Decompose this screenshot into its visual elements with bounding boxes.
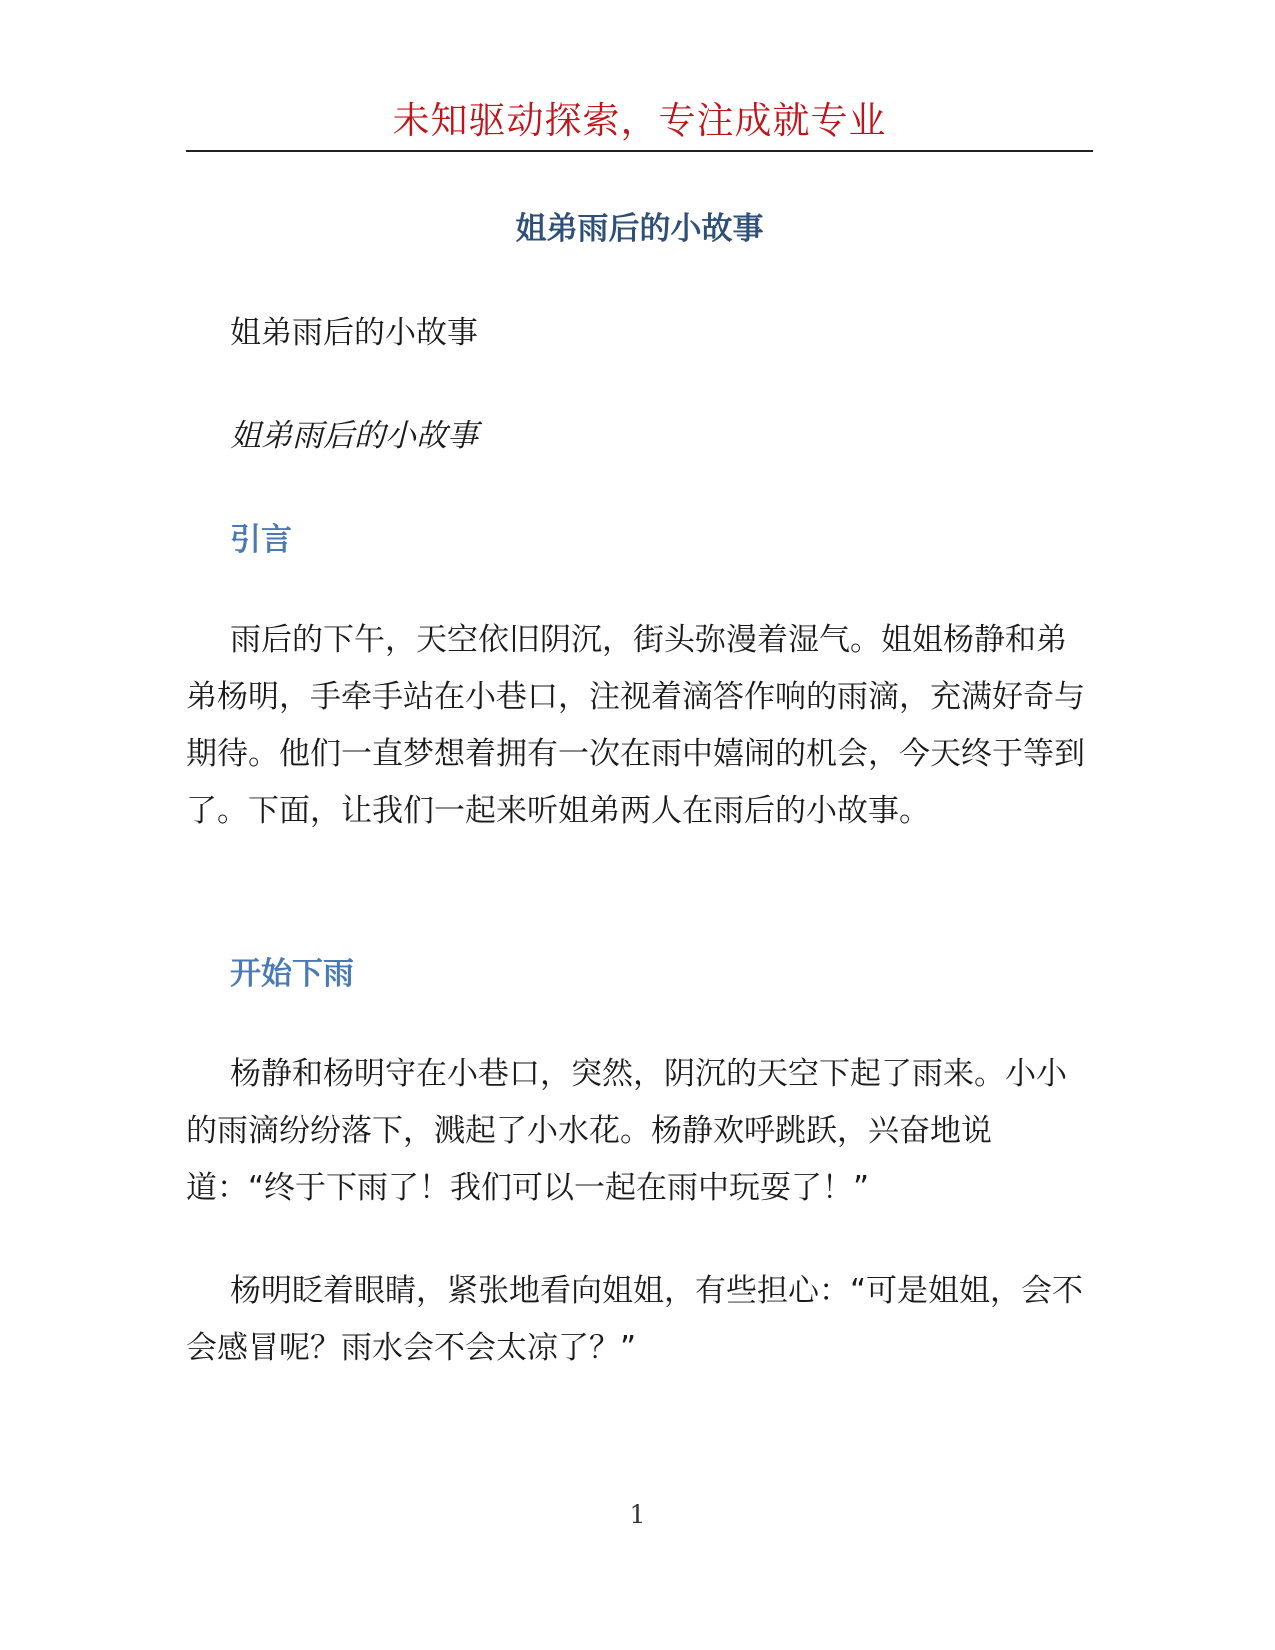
page-number: 1 [629,1500,646,1529]
page-header: 未知驱动探索，专注成就专业 [392,99,887,142]
subtitle-italic: 姐弟雨后的小故事 [230,418,478,454]
subtitle-plain: 姐弟雨后的小故事 [230,315,478,351]
section-heading-start-rain: 开始下雨 [230,956,354,992]
section-heading-intro: 引言 [230,522,292,558]
paragraph-start-rain-2: 杨明眨着眼睛，紧张地看向姐姐，有些担心：“可是姐姐，会不会感冒呢？雨水会不会太凉了？” [186,1273,1084,1366]
paragraph-start-rain-1: 杨静和杨明守在小巷口，突然，阴沉的天空下起了雨来。小小的雨滴纷纷落下，溅起了小水花。杨静欢呼跳跃，兴奋地说道：“终于下雨了！我们可以一起在雨中玩耍了！” [186,1056,1067,1206]
document-title: 姐弟雨后的小故事 [515,211,764,247]
paragraph-intro: 雨后的下午，天空依旧阴沉，街头弥漫着湿气。姐姐杨静和弟弟杨明，手牵手站在小巷口，注视着滴答作响的雨滴，充满好奇与期待。他们一直梦想着拥有一次在雨中嬉闹的机会，今天终于等到了。下面，让我们一起来听姐弟两人在雨后的小故事。 [186,622,1085,829]
header-divider [186,150,1093,152]
